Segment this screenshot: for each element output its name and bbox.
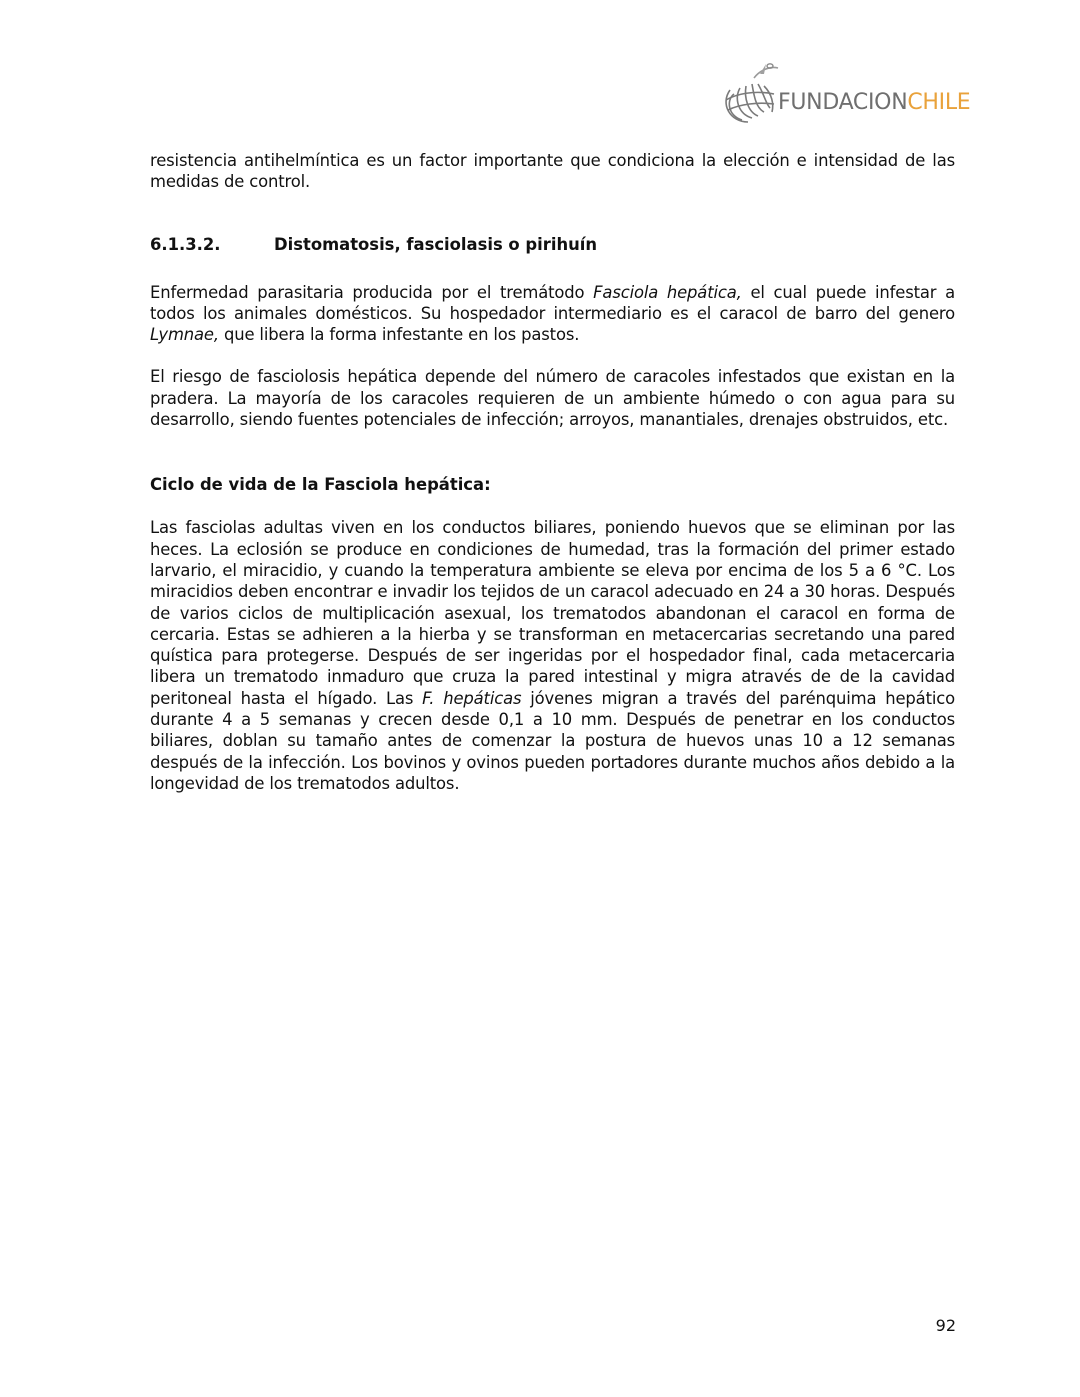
text-span: que libera la forma infestante en los pastos.	[218, 325, 580, 345]
text-span: Enfermedad parasitaria producida por el tremátodo	[150, 282, 594, 302]
subsection-heading: Ciclo de vida de la Fasciola hepática:	[150, 475, 491, 495]
section-title: Distomatosis, fasciolasis o pirihuín	[274, 234, 598, 254]
italic-genus-name: Lymnae,	[150, 325, 219, 345]
paragraph-enfermedad	[150, 282, 955, 346]
text-span: jóvenes migran a través del parénquima hepático durante 4 a 5 semanas y crecen desde 0,1 a 10 mm. Después de penetrar en los conductos biliares, doblan su tamaño antes de comenzar la postura de huevos unas 10 a 12 semanas después de la infección. Los bovinos y ovinos pueden portadores durante muchos años debido a la longevidad de los trematodos adultos.	[150, 688, 955, 793]
logo-text-chile: CHILE	[907, 90, 971, 115]
fundacion-chile-logo	[714, 60, 971, 132]
section-heading	[150, 234, 955, 255]
logo-wordmark	[778, 90, 970, 116]
italic-species-name: F. hepáticas	[422, 688, 522, 708]
paragraph-riesgo: El riesgo de fasciolosis hepática depende del número de caracoles infestados que existan en la pradera. La mayoría de los caracoles requieren de un ambiente húmedo o con agua para su desarrollo, siendo fuentes potenciales de infección; arroyos, manantiales, drenajes obstruidos, etc.	[150, 367, 955, 430]
text-span: Las fasciolas adultas viven en los conductos biliares, poniendo huevos que se eliminan por las heces. La eclosión se produce en condiciones de humedad, tras la formación del primer estado larvario, el miracidio, y cuando la temperatura ambiente se eleva por encima de los 5 a 6 °C. Los miracidios deben encontrar e invadir los tejidos de un caracol adecuado en 24 a 30 horas. Después de varios ciclos de multiplicación asexual, los trematodos abandonan el caracol en forma de cercaria. Estas se adhieren a la hierba y se transforman en metacercarias secretando una pared quística para protegerse. Después de ser ingeridas por el hospedador final, cada metacercaria libera un trematodo inmaduro que cruza la pared intestinal y migra através de de la cavidad peritoneal hasta el hígado. Las	[150, 518, 955, 708]
globe-swirl-icon	[714, 60, 784, 130]
italic-species-name: Fasciola hepática,	[593, 282, 742, 302]
text-span: el cual puede infestar a todos los animales domésticos. Su hospedador intermediario es el caracol de barro del genero	[150, 282, 955, 323]
document-body	[150, 150, 955, 794]
paragraph-resistencia: resistencia antihelmíntica es un factor importante que condiciona la elección e intensidad de las medidas de control.	[150, 151, 955, 192]
section-number: 6.1.3.2.	[150, 234, 221, 254]
paragraph-ciclo-de-vida	[150, 517, 955, 794]
logo-text-fundacion: FUNDACION	[778, 90, 908, 115]
page-number: 92	[935, 1316, 956, 1335]
